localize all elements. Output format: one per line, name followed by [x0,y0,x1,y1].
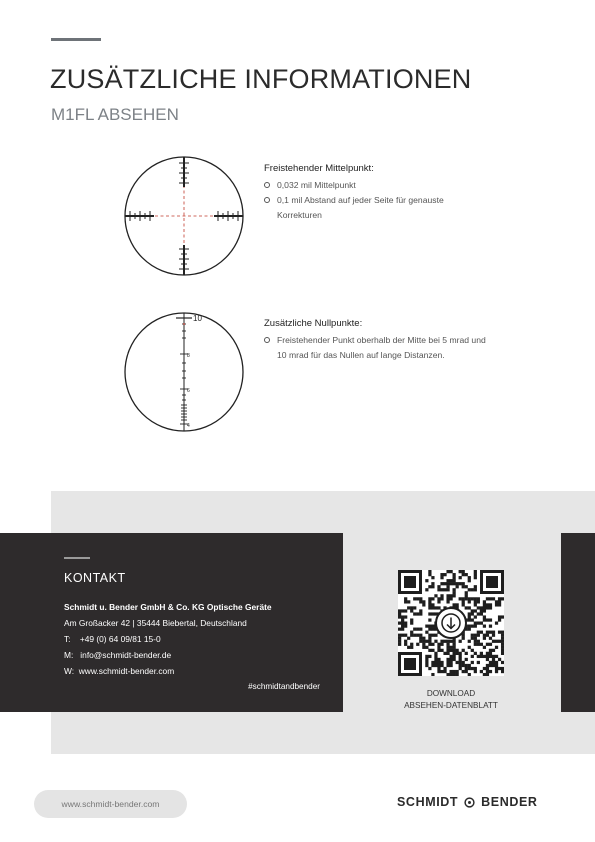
section-heading: Freistehender Mittelpunkt: [264,163,374,174]
contact-rule [64,557,90,559]
target-circle-icon [464,797,475,808]
phone-line: T: +49 (0) 64 09/81 15-0 [64,634,161,644]
contact-title: KONTAKT [64,571,126,585]
phone-number[interactable]: +49 (0) 64 09/81 15-0 [79,634,161,644]
footer-url-link[interactable]: www.schmidt-bender.com [34,790,187,818]
scale-label-8: 8 [187,353,190,359]
mail-line: M: info@schmidt-bender.de [64,650,172,660]
qr-code-image [398,570,504,676]
page-title: ZUSÄTZLICHE INFORMATIONEN [50,64,472,94]
scale-label-10: 10 [193,314,202,323]
email-link[interactable]: info@schmidt-bender.de [80,650,172,660]
reticle-vertical-scale-diagram [122,311,246,435]
scale-label-6: 6 [187,388,190,394]
list-item: 0,1 mil Abstand auf jeder Seite für genauste Korrekturen [264,193,504,223]
reticle-crosshair-diagram [122,155,246,279]
section-zero-points [264,318,504,363]
hashtag: #schmidtandbender [248,682,320,691]
list-item: Freistehender Punkt oberhalb der Mitte bei 5 mrad und 10 mrad für das Nullen auf lange Distanzen. [264,333,504,363]
company-name: Schmidt u. Bender GmbH & Co. KG Optische Geräte [64,602,272,612]
qr-code[interactable] [398,570,504,676]
web-line: W: www.schmidt-bender.com [64,666,175,676]
address: Am Großacker 42 | 35444 Biebertal, Deutschland [64,618,247,628]
bullet-icon [264,182,270,188]
section-heading: Zusätzliche Nullpunkte: [264,318,363,329]
list-item: 0,032 mil Mittelpunkt [264,178,504,193]
scale-label-4: 4 [187,423,190,429]
top-rule [51,38,101,41]
page-subtitle: M1FL ABSEHEN [51,105,179,124]
brand-logo: SCHMIDT BENDER [397,795,538,809]
bullet-icon [264,197,270,203]
website-link[interactable]: www.schmidt-bender.com [78,666,175,676]
section-center-dot [264,163,504,223]
bullet-icon [264,337,270,343]
dark-side-band [561,533,595,712]
download-label[interactable]: DOWNLOAD ABSEHEN-DATENBLATT [404,689,498,710]
